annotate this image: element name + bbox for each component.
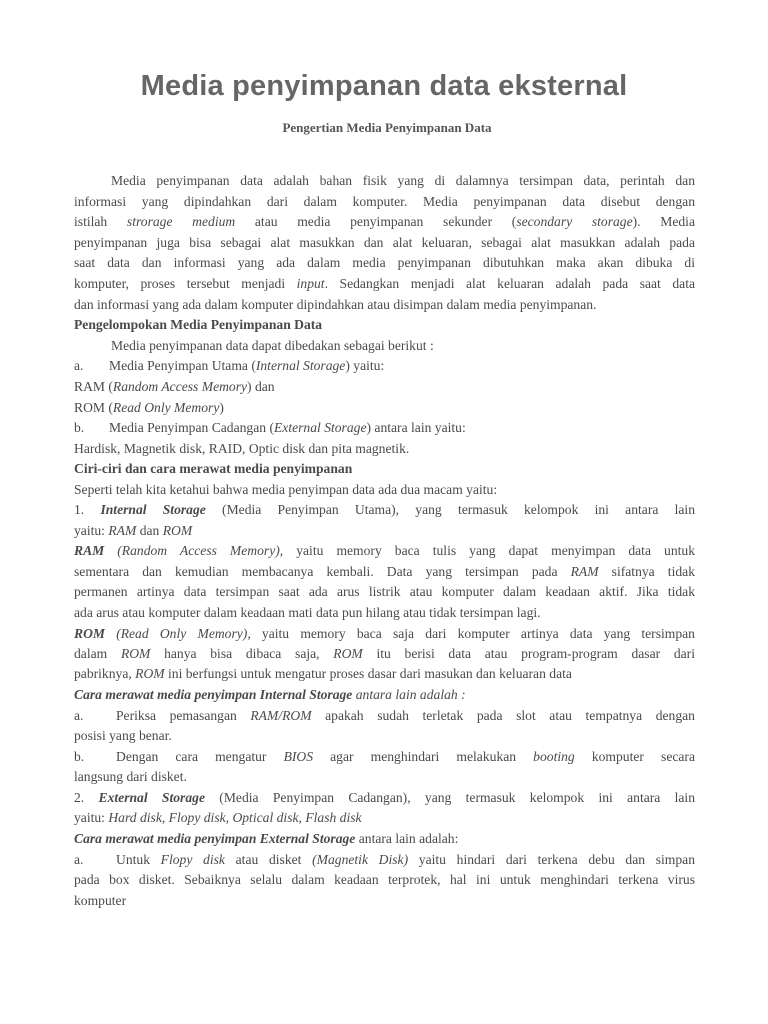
text-run: Flopy disk bbox=[160, 852, 225, 867]
paragraph-line: pada box disket. Sebaiknya selalu dalam keadaan terprotek, hal ini untuk menghindari terkena virus bbox=[74, 872, 695, 887]
text-run: booting bbox=[533, 749, 575, 764]
text-run: ) antara lain yaitu: bbox=[366, 420, 466, 435]
text-run: RAM bbox=[570, 564, 599, 579]
paragraph-line: Media penyimpanan data dapat dibedakan sebagai berikut : bbox=[111, 338, 434, 353]
text-run: External Storage bbox=[98, 790, 205, 805]
text-run: Cara merawat media penyimpan External Storage bbox=[74, 831, 356, 846]
list-marker: a. bbox=[74, 358, 84, 373]
text-run: Hard disk, Flopy disk, Optical disk, Flash disk bbox=[108, 810, 362, 825]
text-run: (Read Only Memory), bbox=[104, 626, 251, 641]
list-item bbox=[74, 788, 695, 808]
subsection-heading bbox=[74, 829, 695, 849]
list-item bbox=[74, 747, 695, 767]
text-run: itu berisi data atau program-program dasar dari bbox=[362, 646, 695, 661]
section-heading: Ciri-ciri dan cara merawat media penyimpanan bbox=[74, 461, 353, 476]
paragraph-line bbox=[74, 624, 695, 644]
text-run: komputer, proses tersebut menjadi bbox=[74, 276, 297, 291]
list-marker: a. bbox=[74, 708, 84, 723]
text-run: . Sedangkan menjadi alat keluaran adalah pada saat data bbox=[324, 276, 695, 291]
paragraph-line: informasi yang dipindahkan dari dalam komputer. Media penyimpanan data disebut dengan bbox=[74, 194, 695, 209]
paragraph-line: Media penyimpanan data adalah bahan fisik yang di dalamnya tersimpan data, perintah dan bbox=[111, 173, 695, 188]
text-run: External Storage bbox=[273, 420, 367, 435]
text-run: yaitu: bbox=[74, 523, 109, 538]
text-run: dalam bbox=[74, 646, 121, 661]
text-run: Media Penyimpan Cadangan ( bbox=[109, 420, 274, 435]
text-run: yaitu hindari dari terkena debu dan simpan bbox=[408, 852, 695, 867]
paragraph-line: saat data dan informasi yang ada dalam media penyimpanan dibutuhkan maka akan dibuka di bbox=[74, 255, 695, 270]
paragraph-line bbox=[74, 212, 695, 232]
text-run: RAM bbox=[74, 543, 105, 558]
text-run: pabriknya, bbox=[74, 666, 136, 681]
paragraph-line bbox=[74, 664, 695, 684]
text-run: strorage medium bbox=[126, 214, 236, 229]
paragraph-line bbox=[74, 377, 695, 397]
text-run: ROM bbox=[333, 646, 363, 661]
text-run: Cara merawat media penyimpan Internal Storage bbox=[74, 687, 353, 702]
paragraph-line bbox=[74, 274, 695, 294]
text-run: RAM/ROM bbox=[250, 708, 312, 723]
document-title: Media penyimpanan data eksternal bbox=[140, 70, 628, 102]
text-run: Read Only Memory bbox=[112, 400, 220, 415]
paragraph-line: penyimpanan juga bisa sebagai alat masukkan dan alat keluaran, sebagai alat masukkan adalah pada bbox=[74, 235, 695, 250]
paragraph-line: permanen artinya data tersimpan saat ada arus listrik atau komputer dalam keadaan aktif. Jika tidak bbox=[74, 584, 695, 599]
text-run: 1. bbox=[74, 502, 101, 517]
list-item bbox=[74, 706, 695, 726]
list-marker: a. bbox=[74, 852, 84, 867]
list-item bbox=[74, 418, 695, 438]
text-run: Untuk bbox=[116, 852, 161, 867]
paragraph-line bbox=[74, 808, 695, 828]
text-run: ROM ( bbox=[74, 400, 113, 415]
text-run: agar menghindari melakukan bbox=[313, 749, 534, 764]
text-run: komputer secara bbox=[574, 749, 695, 764]
text-run: Periksa pemasangan bbox=[116, 708, 251, 723]
list-marker: b. bbox=[74, 420, 85, 435]
text-run: dan bbox=[136, 523, 163, 538]
text-run: (Random Access Memory), bbox=[104, 543, 284, 558]
document-subtitle: Pengertian Media Penyimpanan Data bbox=[282, 120, 492, 135]
text-run: ini berfungsi untuk mengatur proses dasar dari masukan dan keluaran data bbox=[164, 666, 572, 681]
text-run: secondary storage bbox=[516, 214, 633, 229]
list-item bbox=[74, 356, 695, 376]
section-heading: Pengelompokan Media Penyimpanan Data bbox=[74, 317, 323, 332]
text-run: ) yaitu: bbox=[345, 358, 385, 373]
text-run: Random Access Memory bbox=[112, 379, 248, 394]
text-run: Dengan cara mengatur bbox=[116, 749, 284, 764]
text-run: yaitu memory baca saja dari komputer artinya data yang tersimpan bbox=[250, 626, 695, 641]
paragraph-line: Hardisk, Magnetik disk, RAID, Optic disk dan pita magnetik. bbox=[74, 441, 410, 456]
text-run: yaitu: bbox=[74, 810, 109, 825]
paragraph-line: ada arus atau komputer dalam keadaan mati data pun hilang atau tidak tersimpan lagi. bbox=[74, 605, 541, 620]
paragraph-line: komputer bbox=[74, 893, 127, 908]
text-run: ROM bbox=[74, 626, 105, 641]
text-run: RAM bbox=[108, 523, 137, 538]
list-item bbox=[74, 850, 695, 870]
text-run: (Magnetik Disk) bbox=[312, 852, 409, 867]
paragraph-line: dan informasi yang ada dalam komputer dipindahkan atau disimpan dalam media penyimpanan. bbox=[74, 297, 597, 312]
text-run: yaitu memory baca tulis yang dapat menyimpan data untuk bbox=[283, 543, 696, 558]
text-run: antara lain adalah: bbox=[355, 831, 459, 846]
paragraph-line bbox=[74, 644, 695, 664]
text-run: ) dan bbox=[247, 379, 275, 394]
text-run: atau media penyimpanan sekunder ( bbox=[235, 214, 517, 229]
text-run: hanya bisa dibaca saja, bbox=[150, 646, 334, 661]
text-run: atau disket bbox=[224, 852, 313, 867]
paragraph-line bbox=[74, 541, 695, 561]
list-item bbox=[74, 500, 695, 520]
text-run: Internal Storage bbox=[255, 358, 346, 373]
text-run: RAM ( bbox=[74, 379, 113, 394]
paragraph-line: langsung dari disket. bbox=[74, 769, 187, 784]
text-run: (Media Penyimpan Utama), yang termasuk kelompok ini antara lain bbox=[205, 502, 696, 517]
text-run: 2. bbox=[74, 790, 99, 805]
text-run: antara lain adalah : bbox=[352, 687, 466, 702]
text-run: ROM bbox=[120, 646, 151, 661]
text-run: apakah sudah terletak pada slot atau tempatnya dengan bbox=[311, 708, 695, 723]
paragraph-line bbox=[74, 398, 695, 418]
text-run: BIOS bbox=[283, 749, 314, 764]
text-run: ) bbox=[219, 400, 224, 415]
text-run: (Media Penyimpan Cadangan), yang termasuk kelompok ini antara lain bbox=[204, 790, 696, 805]
paragraph-line bbox=[74, 521, 695, 541]
text-run: ROM bbox=[135, 666, 165, 681]
paragraph-line: Seperti telah kita ketahui bahwa media penyimpan data ada dua macam yaitu: bbox=[74, 482, 498, 497]
text-run: sementara dan kemudian membacanya kembali. Data yang tersimpan pada bbox=[74, 564, 571, 579]
text-run: Media Penyimpan Utama ( bbox=[109, 358, 256, 373]
text-run: ). Media bbox=[632, 214, 695, 229]
paragraph-line: posisi yang benar. bbox=[74, 728, 172, 743]
text-run: istilah bbox=[74, 214, 127, 229]
text-run: input bbox=[296, 276, 325, 291]
text-run: sifatnya tidak bbox=[598, 564, 695, 579]
text-run: Internal Storage bbox=[100, 502, 206, 517]
text-run: ROM bbox=[162, 523, 193, 538]
list-marker: b. bbox=[74, 749, 85, 764]
subsection-heading bbox=[74, 685, 695, 705]
paragraph-line bbox=[74, 562, 695, 582]
